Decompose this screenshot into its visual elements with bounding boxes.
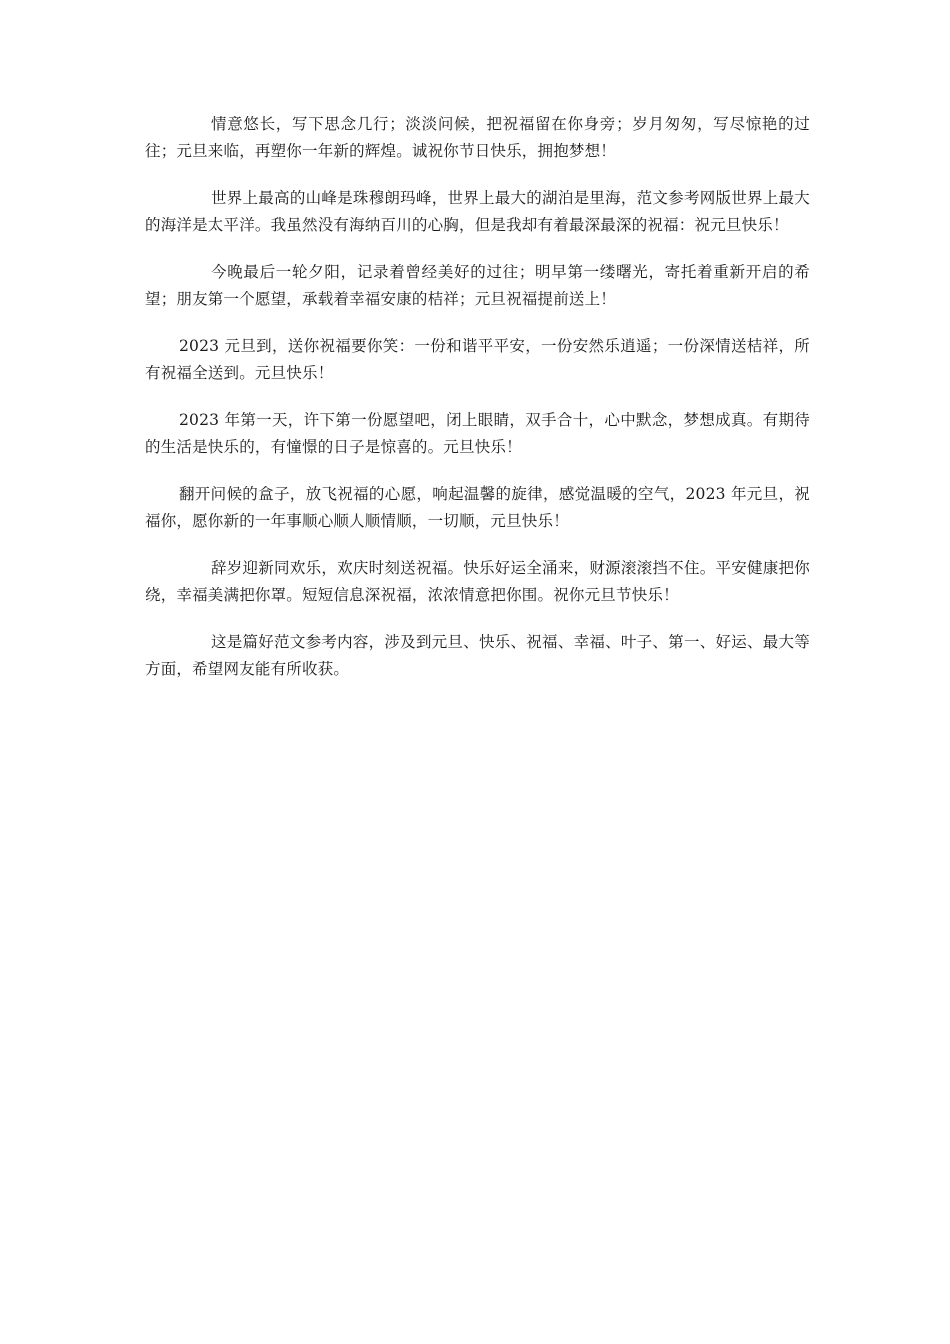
paragraph-7: 辞岁迎新同欢乐，欢庆时刻送祝福。快乐好运全涌来，财源滚滚挡不住。平安健康把你绕，幸福美满把你罩。短短信息深祝福，浓浓情意把你围。祝你元旦节快乐！	[145, 559, 810, 604]
paragraph-1: 情意悠长，写下思念几行；淡淡问候，把祝福留在你身旁；岁月匆匆，写尽惊艳的过往；元旦来临，再塑你一年新的辉煌。诚祝你节日快乐，拥抱梦想！	[145, 115, 810, 160]
document-body	[145, 111, 810, 703]
paragraph-8: 这是篇好范文参考内容，涉及到元旦、快乐、祝福、幸福、叶子、第一、好运、最大等方面，希望网友能有所收获。	[145, 633, 810, 678]
paragraph-6: 翻开问候的盒子，放飞祝福的心愿，响起温馨的旋律，感觉温暖的空气，2023 年元旦，祝福你，愿你新的一年事顺心顺人顺情顺，一切顺，元旦快乐！	[145, 485, 810, 530]
paragraph-3: 今晚最后一轮夕阳，记录着曾经美好的过往；明早第一缕曙光，寄托着重新开启的希望；朋友第一个愿望，承载着幸福安康的桔祥；元旦祝福提前送上！	[145, 263, 810, 308]
paragraph-5: 2023 年第一天，许下第一份愿望吧，闭上眼睛，双手合十，心中默念，梦想成真。有期待的生活是快乐的，有憧憬的日子是惊喜的。元旦快乐！	[145, 411, 810, 456]
paragraph-2: 世界上最高的山峰是珠穆朗玛峰，世界上最大的湖泊是里海，范文参考网版世界上最大的海洋是太平洋。我虽然没有海纳百川的心胸，但是我却有着最深最深的祝福：祝元旦快乐！	[145, 189, 810, 234]
paragraph-4: 2023 元旦到，送你祝福要你笑：一份和谐平平安，一份安然乐逍遥；一份深情送桔祥，所有祝福全送到。元旦快乐！	[145, 337, 810, 382]
